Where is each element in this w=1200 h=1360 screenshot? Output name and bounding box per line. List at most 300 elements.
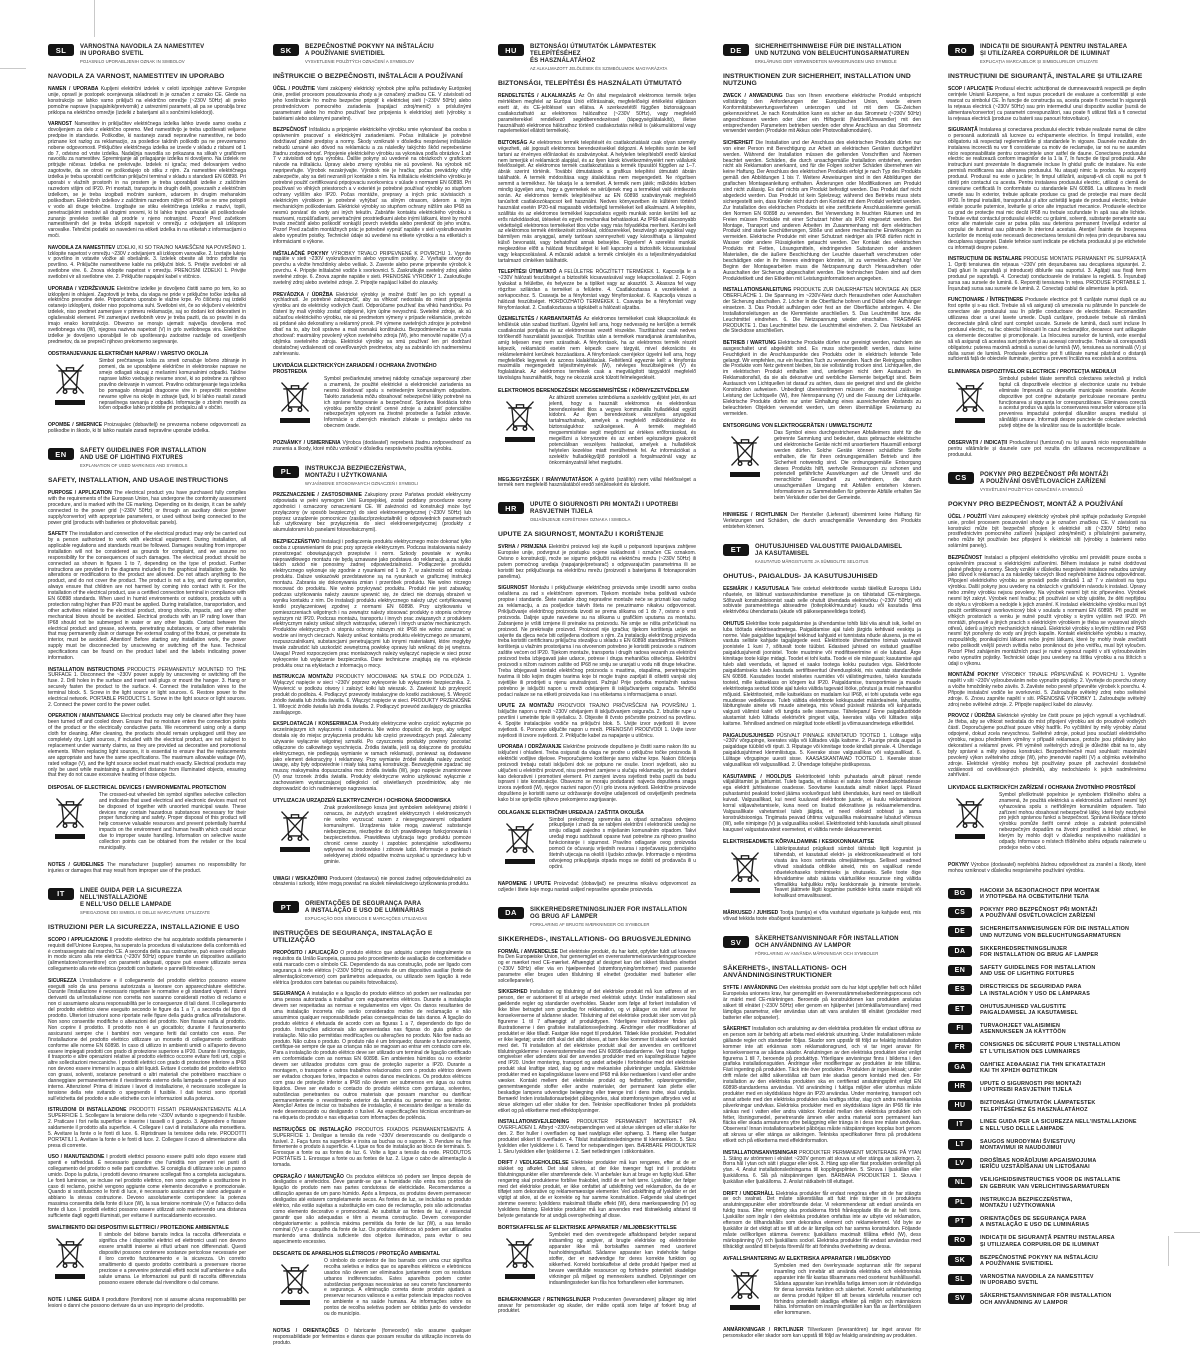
language-badge-sv: SV [723, 936, 749, 948]
section-lead: SIKKERHED [498, 989, 530, 996]
section-lead: HINWEISE / RICHTLINIEN [723, 512, 791, 518]
section-paragraph: MÄRKUSED / JUHISED Tootja (tarnija) ei võta vastutust vigastuste ja kahjude eest, mis võivad tekkida toote ebaõigest kasutamisest. [723, 910, 921, 923]
language-block-hr [498, 502, 696, 893]
block-titles [305, 44, 434, 64]
language-index-title-line: OHUTUSJUHISED VALGUSTITE [980, 1003, 1067, 1010]
language-index-title [980, 926, 1129, 939]
disposal-section-body: Läbikriipsutatud prügikasti sümbol tähistab liigiti kogumist ja tähendab, et kasutatud elektri- ja elektroonikaseadmeid ei tohi visata ära koos sortimata olmejäätmetega. Sellised seadmed võivad sisaldada ohtlikke aineid, mis on vajalikud nende nõuetekohaseks toimimiseks ja ohutuseks. Selle toote õige kõrvaldamine aitab säästa väärtuslikke ressursse ning vältida võimalikku kahjulikku mõju keskkonnale ja inimeste tervisele. Teavet jäätmete liigiti kogumise punktide kohta saate müüjalt või kohalikust omavalitsusest. [774, 846, 921, 900]
language-index-item-lv [948, 1158, 1146, 1171]
section-paragraph: INSTALLATIONSVEJLEDNING PRODUKTER PERMANENT MONTERET PÅ OVERFLADEN 1. Afbryd ~230V-netspændingen ved at skrue sikringen ud eller slukke for den. 2. Bor huller i overfladen og isæt rawlplugs eller ophæng. 3. Hæng eller fastgør produktet sikkert til overfladen. 4. Tilslut installationsledningerne til klemrækken. 5. Skru lyskilden eller lyskilderne i. 6. Tænd for netspændingen igen. BÆRBARE PRODUKTER 1. Skru lyskilden eller lyskilderne i. 2. Sæt netledningen i stikkontakten. [498, 1118, 696, 1155]
weee-bin-icon [498, 1233, 542, 1292]
language-block-pt [273, 901, 471, 1346]
block-title-line2: A POUŽÍVANIE SVIETIDIEL [305, 51, 385, 57]
section-lead: SEGURANÇA [273, 991, 307, 998]
block-subtitle: OBJAŠNJENJE KORIŠTENIH OZNAKA I SIMBOLA [530, 517, 631, 523]
block-title-line2: RASVJETNIH TIJELA [530, 509, 593, 516]
section-lead: DRIFT / VEDLIGEHOLDELSE [498, 1159, 572, 1166]
block-subtitle: AZ ALKALMAZOTT JELÖLÉSEK ÉS SZIMBÓLUMOK MAGYARÁZATA [530, 66, 668, 71]
section-lead: POZNÁMKY / USMERNENIA [273, 440, 343, 447]
section-paragraph: SICHERHEIT Die Installation und der Anschluss des elektrischen Produkts dürfen nur von einer Person mit Berechtigung zur Arbeit an elektrischen Geräten durchgeführt werden. Während der Installation müssen die geltenden Vorschriften und Normen beachtet werden. Schäden, die durch unsachgemäße Installation entstehen, werden nicht als Reklamation anerkannt, und für die Folgen solcher Schäden übernehmen wir keine Haftung. Der Anschluss des elektrischen Produkts erfolgt je nach Typ des Produkts gemäß den Abbildungen 1 bis 7. Weitere Anweisungen sind in den Abbildungen der grafischen Montageanleitung enthalten. Änderungen oder Modifikationen am Produkt sind nicht zulässig. Es darf nichts am Produkt befestigt werden. Das Produkt darf nicht abgedeckt werden. Das Produkt ist kein Spielzeug; während des Betriebs muss stets sichergestellt sein, dass Kinder nicht durch den Kontakt mit dem Produkt verletzt werden. Zur Installation des elektrischen Produkts ist eine zertifizierte Anschlussklemme gemäß den Normen EN 60898 zu verwenden. Bei Verwendung in feuchten Räumen und im Freien müssen Produkte mit einer Schutzart höher als IP20 eingesetzt werden. Bei Montage, Transport und anderen Arbeiten im Zusammenhang mit dem elektrischen Produkt sind starke Erschütterungen, Stöße und andere mechanische Einwirkungen zu vermeiden. Elektrische Produkte mit einer Schutzart niedriger als IP68 dürfen nicht in Wasser oder andere Flüssigkeiten getaucht werden. Der Kontakt des elektrischen Produkts mit Fetten, Lösungsmitteln, eindringenden Substanzen oder anderen Materialien, die die äußere Beschichtung der Leuchte dauerhaft verschmutzen oder beschädigen oder in ihr Inneres eindringen könnten, ist zu vermeiden. Achtung! Vor Beginn der Montagearbeiten muss die Netzspannung durch Herausdrehen oder Ausschalten der Sicherung abgeschaltet werden. Die technischen Daten sind auf dem Produktetikett und den Etiketten mit Leistungsinformationen angegeben. [723, 139, 921, 282]
block-title-line2: UND NUTZUNG VON BELEUCHTUNGSARMATUREN [755, 51, 910, 57]
block-title-line2: ȘI UTILIZAREA CORPURILOR DE ILUMINAT [980, 51, 1111, 57]
language-index-title-line: ΟΔΗΓΙΕΣ ΑΣΦΑΛΕΙΑΣ ΓΙΑ ΤΗΝ ΕΓΚΑΤΑΣΤΑΣΗ [980, 1061, 1106, 1068]
language-index-title-line: BEZPEČNOSTNÉ POKYNY NA INŠTALÁCIU [980, 1254, 1098, 1261]
section-lead: FUNCȚIONARE / ÎNTREȚINERE [948, 297, 1026, 304]
section-lead: NAPOMENE / UPUTE [498, 880, 554, 887]
section-paragraph: BIZTONSÁG Az elektromos termék telepítését és csatlakoztatását csak olyan személy végezheti, aki jogosult elektromos berendezésekkel dolgozni. A telepítés során be kell tartani az érvényes előírásokat és szabványokat. A helytelen telepítésből eredő károkat nem ismerjük el reklamáció alapjául, és az ilyen károk következményeiért nem vállalunk felelősséget. Az elektromos termék csatlakoztatása a termék típusától függően az 1–7. ábrák szerint történik. További útmutatások a grafikus telepítési útmutató ábráin találhatók. A termék módosítása vagy átalakítása nem megengedett. Ne rögzítsen semmit a termékhez. Ne takarja le a terméket. A termék nem játék; működés közben mindig ügyeljen arra, hogy a gyermekek ne sérüljenek meg a termékkel való érintkezés során. Az elektromos termék telepítéséhez az EN 60898 szabványnak megfelelő tanúsított csatlakozókapcsot kell használni. Nedves környezetben és kültéren történő használat esetén IP20-nál magasabb védettségű termékeket kell alkalmazni. A telepítés, szállítás és az elektromos termékkel kapcsolatos egyéb munkák során kerülni kell az erős rázkódásokat, ütéseket és egyéb mechanikai behatásokat. Az IP68-nál alacsonyabb védettségű elektromos termékeket tilos vízbe vagy más folyadékba meríteni. Kerülni kell az elektromos termék érintkezését zsírokkal, oldószerekkel, beszivárgó anyagokkal vagy bármilyen más anyaggal, amely tartósan szennyezheti vagy károsíthatja a lámpatest külső bevonatát, vagy behatolhat annak belsejébe. Figyelem! A szerelési munkák megkezdése előtt a hálózati feszültséget ki kell kapcsolni a biztosíték kicsavarásával vagy lekapcsolásával. A műszaki adatok a termék címkéjén és a teljesítményadatokat tartalmazó címkéken találhatók. [498, 139, 696, 264]
section-paragraph: OPERATION / MAINTENANCE Electrical products may only be cleaned after they have been turned off and cooled down. Ensure that no moisture enters the connection points of the product or the electrically conductive parts. We recommend using only a damp cloth for cleaning. After cleaning, the products should remain unplugged until they are completely dry. Light sources, if included with the electrical product, are not subject to replacement under warranty claims, as they are provided as decorative and promotional elements. When replacing light sources, it is essential to ensure that the replacements are appropriate and have the same specifications. The maximum allowable wattage (W), rated voltage (V), and the light source socket must match exactly. Electrical products may only be used while maintaining a sufficient distance from illuminated objects, ensuring that they do not cause excessive heating of those objects. [48, 713, 246, 779]
section-paragraph: OBSERVAȚII / INDICAȚII Producătorul (furnizorul) nu își asumă nicio responsabilitate pentru vătămările și daunele care pot rezulta din utilizarea necorespunzătoare a produsului. [948, 440, 1146, 458]
section-paragraph: SYFTE / ANVÄNDNING Den elektriska produkt som du har köpt uppfyller helt och hållet Europeiska unionens krav, har genomgått en överensstämmelsebedömningsprocess och är märkt med CE-märkningen. Beroende på konstruktionen kan produkten anslutas säkert till elnätet (~230V 50Hz) eller genom en hjälpenhet (strömkälla/omvandlare) med lämpliga parametrar, eller användas utan att vara ansluten till elnätet (produkter med batterier eller solpaneler). [723, 985, 921, 1021]
language-index-item-fr [948, 1042, 1146, 1055]
section-lead: INŠTALAČNÉ POKYNY [273, 250, 331, 257]
block-title-line2: JA KASUTAMISEL [755, 550, 810, 557]
language-index-title-line: EN GEBRUIK VAN VERLICHTINGSARMATUREN [980, 1183, 1110, 1190]
language-index-title-line: IN UPORABO SVETIL [980, 1280, 1039, 1287]
section-paragraph: UPUTE ZA MONTAŽU PROIZVODI TRAJNO PRIČVRŠĆENI NA POVRŠINU 1. Isključite napon u mreži ~230V odvijanjem ili isključivanjem osigurača. 2. Izbušite rupe u površini i umetnite tiple ili vješalicu. 3. Objesite ili čvrsto pričvrstite proizvod na površinu. 4. Spojite instalacijske vodiče na priključni blok. 5. Uvijte izvor svjetlosti ili izvore svjetlosti. 6. Ponovno uključite napon u mreži. PRENOSIVI PROIZVODI 1. Uvijte izvor svjetlosti ili izvore svjetlosti. 2. Priključite kabel za napajanje u utičnicu. [498, 703, 696, 739]
block-title-line2: OG BRUG AF LAMPER [530, 913, 598, 920]
weee-bin-icon [273, 377, 317, 436]
language-index-badge-en: EN [948, 965, 972, 976]
language-index-title-line: VEILIGHEIDSINSTRUCTIES VOOR DE INSTALLATIE [980, 1177, 1121, 1184]
language-index-title [980, 1293, 1111, 1306]
section-lead: USO / MANUTENZIONE [48, 1154, 107, 1160]
section-paragraph: ÜZEMELTETÉS / KARBANTARTÁS Az elektromos termékeket csak kikapcsolásuk és lehűlésük után szabad tisztítani. Ügyelni kell arra, hogy nedvesség ne kerüljön a termék csatlakozási pontjaiba és az elektromosan vezető részekbe. Tisztításhoz csak nedves törlőkendő használatát javasoljuk. Tisztítás után a termékek maradjanak áramtalanítva, amíg teljesen meg nem száradnak. A fényforrások, ha az elektromos termék részét képezik, reklamáció esetén nem képezik csere tárgyát, mivel dekorációs és reklámelemként kerülnek hozzáadásra. A fényforrások cseréjekor ügyelni kell arra, hogy megfelelőek legyenek és azonos kialakításúak. Feltétlenül egyeznie kell: a fényforrás maximális megengedett teljesítményének (W), névleges feszültségének (V) és foglalatának. Az elektromos termékek csak a megvilágított tárgyaktól megfelelő távolságra használhatók, hogy ne okozzák azok túlzott felmelegedését. [498, 316, 696, 382]
section-paragraph: ÚČEL / POUŽITIE Vami zakúpený elektrický výrobok plne spĺňa požiadavky Európskej únie, prešiel procesom posudzovania zhody a je označený značkou CE. V závislosti od jeho konštrukcie ho možno bezpečne pripojiť k elektrickej sieti (~230V 50Hz) alebo prostredníctvom pomocného zariadenia (napájací zdroj/menič) s príslušnými parametrami alebo ho možno používať bez pripojenia k elektrickej sieti (výrobky s batériami alebo solárnymi panelmi). [273, 86, 471, 122]
weee-bar-icon [280, 847, 310, 852]
section-paragraph: OPOMBE / SMERNICE Proizvajalec (dobavitelj) ne prevzema nobene odgovornosti za poškodbe in škodo, ki bi lahko nastale zaradi nepravilne uporabe izdelka. [48, 422, 246, 435]
language-block-da [498, 907, 696, 1316]
language-index-title [980, 1004, 1078, 1017]
language-index-badge-bg: BG [948, 888, 972, 899]
block-titles [305, 466, 418, 486]
block-title-line1: INSTRUKCJA BEZPIECZEŃSTWA, [305, 465, 407, 472]
section-lead: INSTRUKCJA MONTAŻU [273, 674, 337, 681]
section-paragraph: FUNCȚIONARE / ÎNTREȚINERE Produsele electrice pot fi curățate numai după ce au fost oprite și s-au răcit. Trebuie să vă asigurați că umezeala nu pătrunde în punctele de conectare ale produsului sau în părțile conductoare de electricitate. Recomandăm utilizarea doar a unei lavete umede. După curățare, produsele trebuie să rămână deconectate până când sunt complet uscate. Sursele de lumină, dacă sunt incluse în produsul electric, nu fac obiectul înlocuirii în cazul reclamațiilor, deoarece sunt adăugate ca elemente decorative și promoționale. La înlocuirea surselor de lumină, este esențial să vă asigurați că acestea sunt potrivite și au aceeași construcție. Trebuie să corespundă obligatoriu: puterea maximă admisă a sursei de lumină (W), tensiunea sa nominală (V) și dulia sursei de lumină. Produsele electrice pot fi utilizate numai păstrând o distanță suficientă față de obiectele iluminate, pentru a preveni încălzirea excesivă a acestora. [948, 297, 1146, 363]
section-lead: UPORABA / ODRŽAVANJE [498, 743, 564, 750]
language-index-title-line: BIZTONSÁGI ÚTMUTATÓK LÁMPATESTEK [980, 1100, 1096, 1107]
language-badge-hr: HR [498, 502, 524, 514]
column-2 [273, 44, 471, 1360]
language-index-title [980, 965, 1096, 978]
section-paragraph: SVRHA / PRIMJENA Električni proizvod koji ste kupili u potpunosti ispunjava zahtjeve Europske unije, podvrgnut je postupku ocjene sukladnosti i označen CE oznakom. Ovisno o konstrukciji, može se sigurno priključiti na električnu mrežu (~230V 50Hz) ili putem pomoćnog uređaja (napajanje/pretvarač) s odgovarajućim parametrima ili se koristiti bez priključivanja na električnu mrežu (proizvodi s baterijama ili fotonaponskim panelima). [498, 544, 697, 580]
language-index-badge-et: ET [948, 1004, 972, 1015]
block-header [948, 472, 1146, 492]
language-block-sl [48, 44, 246, 435]
language-index-title [980, 1216, 1089, 1229]
section-paragraph: POZNÁMKY / USMERNENIA Výrobca (dodávateľ) nepreberá žiadnu zodpovednosť za zranenia a škody, ktoré môžu vzniknúť v dôsledku nesprávneho použitia výrobku. [273, 440, 471, 453]
section-paragraph: INSTALLATION INSTRUCTIONS PRODUCTS PERMANENTLY MOUNTED TO THE SURFACE 1. Disconnect the ~230V power supply by unscrewing or switching off the fuse. 2. Drill holes in the surface and insert wall plugs or mount the hanger. 3. Hang or securely fasten the product to the surface. 4. Connect the installation wires to the terminal block. 5. Screw in the light source or light sources. 6. Restore power to the electrical network. PORTABLE PRODUCTS 1. Screw in the light source or light sources. 2. Connect the power cord to the power outlet. [48, 666, 246, 708]
section-paragraph: INSTRUKCJA MONTAŻU PRODUKTY MOCOWANE NA STALE DO PODŁOŻA 1. Wyłączyć napięcie w sieci ~230V poprzez wykręcenie lub wyłączenie bezpiecznika. 2. Wywiercić w podłożu otwory i założyć kołki lub wieszak. 3. Zawiesić lub przykręcić produkt do podłoża. 4. Podłączyć przewody instalacyjne do kostki zaciskowej. 5. Wkręcić źródło światła lub źródła światła. 6. Włączyć napięcie w sieci. PRODUKTY PRZENOŚNE 1. Wkręcić źródło światła lub źródła światła. 2. Podłączyć przewód zasilający do gniazdka zasilającego. [273, 674, 471, 716]
disposal-section-lead: LIKVIDÁCIA ELEKTRICKÝCH ZARIADENÍ / OCHRANA ŽIVOTNÉHO PROSTREDIA [273, 362, 437, 375]
section-paragraph: SEGURANÇA A instalação e a ligação do produto elétrico só podem ser realizadas por uma pessoa autorizada a trabalhar com equipamentos elétricos. Durante a instalação devem ser respeitadas as normas e regulamentos em vigor. Os danos resultantes de uma instalação incorreta não serão considerados motivo de reclamação e não assumimos qualquer responsabilidade pelas consequências de tais danos. A ligação do produto elétrico é efetuada de acordo com as figuras 1 a 7, dependendo do tipo de produto. Instruções adicionais são apresentadas nas figuras do guia gráfico de instalação. Não são permitidas modificações ou alterações no produto. Não fixe nada ao produto. Não cubra o produto. O produto não é um brinquedo; durante o funcionamento, certifique-se sempre de que as crianças não se magoam ao entrar em contacto com ele. Para a instalação do produto elétrico deve ser utilizado um terminal de ligação certificado em conformidade com as normas EN 60898. Em ambientes húmidos ou no exterior devem ser utilizados produtos com grau de proteção superior a IP20. Durante a montagem, o transporte e outros trabalhos relacionados com o produto elétrico devem ser evitados choques fortes, impactos e outros danos mecânicos. Os produtos elétricos com grau de proteção inferior a IP68 não devem ser submersos em água ou outros líquidos. Deve ser evitado o contacto do produto elétrico com gorduras, solventes, substâncias penetrantes ou outros materiais que possam manchar ou danificar permanentemente o revestimento exterior da luminária ou penetrar no seu interior. Atenção! Antes de iniciar os trabalhos de instalação, é necessário desligar a tensão da rede desenroscando ou desligando o fusível. As especificações técnicas encontram-se na etiqueta do produto e nas etiquetas com informações de potência. [273, 991, 471, 1122]
language-index-badge-sv: SV [948, 1293, 972, 1304]
language-index-title-line: MONTAVIMUI IR NAUDOJIMUI [980, 1145, 1062, 1152]
section-lead: SICHERHEIT [723, 139, 756, 146]
section-paragraph: DRIFT / UNDERHÅLL Elektriska produkter får endast rengöras efter att de har stängts av och svalnat. Det måste säkerställas att fukt inte tränger in i produktens anslutningspunkter eller strömförande delar. Vi rekommenderar att endast använda en fuktig trasa. Efter rengöring ska produkterna förbli frånkopplade tills de är helt torra. Ljuskällor som ingår i den elektriska produkten omfattas inte av utbyte vid reklamation, eftersom de tillhandahålls som dekorativa element och reklamelement. Vid byte av ljuskällor är det viktigt att se till att de är lämpliga och har samma konstruktion. Följande måste ovillkorligen stämma överens: ljuskällans maximalt tillåtna effekt (W), dess märkspänning (V) och ljuskällans sockel. Elektriska produkter får endast användas med tillräckligt avstånd till belysta föremål för att förhindra överhettning av dessa. [723, 1190, 922, 1250]
block-title-line1: INDICAȚII DE SIGURANȚĂ PENTRU INSTALAREA [980, 44, 1128, 50]
block-title-line1: LINEE GUIDA PER LA SICUREZZA NELL'INSTALLAZIONE [80, 887, 182, 901]
block-header [273, 901, 471, 921]
language-index-badge-ga: GA [948, 1062, 972, 1073]
language-index-badge-lv: LV [948, 1158, 972, 1169]
language-index-title-line: OCH ANVÄNDNING AV LAMPOR [980, 1299, 1068, 1306]
section-paragraph: SCOPO / APPLICAZIONE Il prodotto elettrico che hai acquistato soddisfa pienamente i requisiti dell'Unione Europea, ha superato la procedura di valutazione della conformità ed è contrassegnato dal marchio CE. A seconda della sua costruzione, può essere collegato in modo sicuro alla rete elettrica (~230V 50Hz) oppure tramite un dispositivo ausiliario (alimentatore/convertitore) con parametri adeguati, oppure può essere utilizzato senza collegamento alla rete elettrica (prodotti con batterie o pannelli fotovoltaici). [48, 936, 247, 973]
section-lead: MÄRKUSED / JUHISED [723, 910, 780, 917]
section-heading: ISTRUZIONI PER LA SICUREZZA, INSTALLAZIONE E USO [48, 923, 240, 931]
disposal-row [273, 377, 471, 436]
block-subtitle: KASUTATUD MÄRGISTUSTE JA SÜMBOLITE SELGITUS [755, 558, 869, 564]
language-index-title-line: SAFETY GUIDELINES FOR INSTALLATION [980, 964, 1096, 971]
section-lead: INSTALLATIONSANLEITUNG [723, 287, 794, 294]
language-index-item-nl [948, 1177, 1146, 1190]
block-header [273, 44, 471, 64]
language-index-title-line: DIRECTRICES DE SEGURIDAD PARA [980, 984, 1082, 991]
weee-bar-icon [730, 888, 760, 893]
block-title-line1: BIZTONSÁGI ÚTMUTATÓK LÁMPATESTEK TELEPÍTÉSÉHEZ [530, 44, 657, 57]
language-index-title-line: MONTAŻU I UŻYTKOWANIA [980, 1203, 1056, 1210]
language-index-title [980, 907, 1097, 920]
section-paragraph: BEZPEČNOSŤ Inštaláciu a pripojenie elektrického výrobku smie vykonávať iba osoba s oprávnením pracovať s elektrickými zariadeniami. Počas inštalácie je potrebné dodržiavať platné predpisy a normy. Škody vzniknuté v dôsledku nesprávnej inštalácie nebudú uznané ako dôvod na reklamáciu a za následky takýchto škôd nepreberáme žiadnu zodpovednosť. Pripojenie elektrického výrobku sa vykonáva podľa obrázkov 1 až 7 v závislosti od typu výrobku. Ďalšie pokyny sú uvedené na obrázkoch v grafickom návode na inštaláciu. Úpravy alebo zmeny výrobku nie sú povolené. Na výrobok nič nepripevňujte. Výrobok nezakrývajte. Výrobok nie je hračka; počas prevádzky vždy zabezpečte, aby sa deti nezranili pri kontakte s ním. Na inštaláciu elektrického výrobku je potrebné použiť certifikovanú pripojovaciu svorkovnicu v súlade s normami EN 60898. Pri používaní vo vlhkých priestoroch a v exteriéri je potrebné používať výrobky so stupňom ochrany vyšším ako IP20. Počas montáže, prepravy a iných prác súvisiacich s elektrickým výrobkom je potrebné vyhýbať sa silným otrasom, úderom a iným mechanickým poškodeniam. Elektrické výrobky so stupňom ochrany nižším ako IP68 sa nesmú ponárať do vody ani iných tekutín. Zabráňte kontaktu elektrického výrobku s mazivami, rozpúšťadlami, penetračnými prostriedkami alebo inými látkami, ktoré by mohli trvalo znečistiť alebo poškodiť vonkajší povrch svietidla alebo preniknúť do jeho vnútra. Pozor! Pred začatím montážnych prác je potrebné vypnúť napätie v sieti vyskrutkovaním alebo vypnutím poistky. Technické údaje sú uvedené na etikete výrobku a na etiketách s informáciami o výkone. [273, 126, 471, 246]
section-paragraph: PROVOZ / ÚDRŽBA Elektrické výrobky lze čistit pouze po jejich vypnutí a vychladnutí. Je třeba, aby se vlhkost nedostala do míst připojení výrobku ani do proudově vodivých částí. Doporučujeme používat pouze vlhký hadřík. Po vyčištění by měly výrobky zůstat odpojené, dokud zcela nevyschnou. Světelné zdroje, pokud jsou součástí elektrického výrobku, nejsou předmětem výměny v případě reklamace, protože jsou přidávány jako dekorativní a reklamní prvek. Při výměně světelných zdrojů je důležité dbát na to, aby byly správné a měly stejnou konstrukci. Bezpodmínečně musí souhlasit: maximální povolený výkon světelného zdroje (W), jeho jmenovité napětí (V) a objímka světelného zdroje. Elektrické výrobky mohou být používány pouze při zachování dostatečné vzdálenosti od osvětlovaných předmětů, aby nedocházelo k jejich nadměrnému zahřívání. [948, 713, 1146, 779]
disposal-section-body: Symbol prečiarknutej smetnej nádoby označuje separovaný zber a znamená, že použité elektrické a elektronické zariadenia sa nesmú likvidovať spolu s netriedeným komunálnym odpadom. Takéto zariadenia môžu obsahovať nebezpečné látky potrebné na ich správne fungovanie a bezpečnosť. Správna likvidácia tohto výrobku pomôže chrániť cenné zdroje a zabrániť potenciálne nebezpečným vplyvom na životné prostredie a ľudské zdravie. Informácie o zberných miestach získate u predajcu alebo na obecnom úrade. [324, 375, 471, 430]
weee-bin-icon [723, 431, 767, 507]
language-index-title-line: TURVAOHJEET VALAISIMIEN [980, 1022, 1061, 1029]
language-index-item-pt [948, 1216, 1146, 1229]
language-block-et [723, 544, 921, 923]
section-paragraph: SCOP / APLICAȚIE Produsul electric achiziționat de dumneavoastră respectă pe deplin cerințele Uniunii Europene, a fost supus procedurii de evaluare a conformității și este marcat cu simbolul CE. În funcție de construcția sa, acesta poate fi conectat în siguranță la rețeaua electrică (~230V 50Hz) sau prin intermediul unui dispozitiv auxiliar (sursă de alimentare/convertor) cu parametri corespunzători, sau poate fi utilizat fără a fi conectat la rețeaua electrică (produse cu baterii sau panouri fotovoltaice). [948, 86, 1147, 122]
section-lead: OHUTUS [723, 620, 746, 627]
column-3 [498, 44, 696, 1360]
section-heading: INSTRUKTIONEN ZUR SICHERHEIT, INSTALLATION UND NUTZUNG [723, 73, 911, 87]
section-heading: SÄKERHETS-, INSTALLATIONS- OCH ANVÄNDNINGSINSTRUKTIONER [723, 965, 847, 980]
section-paragraph: TELEPÍTÉSI ÚTMUTATÓ A FELÜLETRE RÖGZÍTETT TERMÉKEK 1. Kapcsolja le a ~230V hálózati feszültséget a biztosíték kicsavarásával vagy lekapcsolásával. 2. Fúrjon lyukakat a felületbe, és helyezze be a tipliket vagy az akasztót. 3. Akassza fel vagy rögzítse szilárdan a terméket a felületre. 4. Csatlakoztassa a vezetékeket a sorkapocshoz. 5. Csavarja be a fényforrást vagy fényforrásokat. 6. Kapcsolja vissza a hálózati feszültséget. HORDOZHATÓ TERMÉKEK 1. Csavarja be a fényforrást vagy fényforrásokat. 2. Csatlakoztassa a tápkábelt a hálózati aljzatba. [498, 269, 697, 311]
language-index-title-line: E NELL'USO DELLE LAMPADE [980, 1125, 1064, 1132]
block-title-line2: ÉS HASZNÁLATÁHOZ [530, 58, 596, 64]
language-index-title-line: I UPOTREBI RASVJETNIH TIJELA [980, 1087, 1073, 1094]
section-paragraph: ÚČEL / POUŽITÍ Vámi zakoupený elektrický výrobek plně splňuje požadavky Evropské unie, prošel procesem posuzování shody a je označen značkou CE. V závislosti na konstrukci může být bezpečně připojen k elektrické síti (~230V 50Hz) nebo prostřednictvím pomocného zařízení (napájecí zdroj/měnič) s příslušnými parametry, nebo může být používán bez připojení k elektrické síti (výrobky s bateriemi nebo solárními panely). [948, 513, 1146, 550]
block-titles [530, 502, 678, 522]
language-index-title-line: ET L'UTILISATION DES LUMINAIRES [980, 1048, 1081, 1055]
disposal-row [48, 1233, 246, 1292]
language-index-title-line: SÄKERHETSANVISNINGAR FÖR INSTALLATION [980, 1293, 1112, 1300]
language-index-title-line: CONSIGNES DE SÉCURITÉ POUR L'INSTALLATION [980, 1042, 1121, 1049]
section-lead: KASUTAMINE / HOOLDUS [723, 773, 796, 780]
disposal-row [273, 806, 471, 871]
section-paragraph: INSTRUCȚIUNI DE INSTALARE PRODUSE MONTATE PERMANENT PE SUPRAFAȚĂ 1. Opriți tensiunea din rețeaua ~230V prin deșurubarea sau decuplarea siguranței. 2. Dați găuri în suprafață și introduceți diblurile sau suportul. 3. Agățați sau fixați ferm produsul pe suprafață. 4. Conectați conductoarele de instalare la regletă. 5. Înșurubați sursa sau sursele de lumină. 6. Reporniți tensiunea în rețea. PRODUSE PORTABILE 1. Înșurubați sursa sau sursele de lumină. 2. Conectați cablul de alimentare la priză. [948, 256, 1146, 292]
section-paragraph: HINWEISE / RICHTLINIEN Der Hersteller (Lieferant) übernimmt keine Haftung für Verletzungen und Schäden, die durch unsachgemäße Verwendung des Produkts entstehen können. [723, 512, 921, 530]
section-lead: SÄKERHET [723, 1025, 753, 1032]
section-lead: RENDELTETÉS / ALKALMAZÁS [498, 93, 579, 99]
section-lead: UPORABA / VZDRŽEVANJE [48, 285, 117, 292]
disposal-section-lead: ODLAGANJE ELEKTRIČNIH UREĐAJA / ZAŠTITA OKOLIŠA [498, 809, 644, 816]
language-index-badge-fi: FI [948, 1023, 972, 1034]
section-lead: INSTRUÇÕES DE INSTALAÇÃO [273, 1126, 356, 1133]
section-lead: INSTALLATIONSVEJLEDNING [498, 1118, 577, 1125]
block-header [48, 44, 246, 64]
block-titles [80, 44, 204, 64]
disposal-section-lead: DESCARTE DE APARELHOS ELÉTRICOS / PROTEÇÃO AMBIENTAL [273, 1250, 440, 1257]
section-paragraph: BEZPEČNOST Instalaci a připojení elektrického výrobku smí provádět pouze osoba s oprávněním pracovat s elektrickými zařízeními. Během instalace je nutné dodržovat platné předpisy a normy. Škody vzniklé v důsledku nesprávné instalace nebudou uznány jako důvod k reklamaci a za následky takových škod nepřebíráme žádnou odpovědnost. Připojení elektrického výrobku se provádí podle obrázků 1 až 7 v závislosti na typu výrobku. Další pokyny jsou uvedeny na obrázcích v grafickém návodu k instalaci. Úpravy nebo změny výrobku nejsou povoleny. Na výrobek nesmí být nic připevněno. Výrobek nesmí být zakryt. Výrobek není hračka; při používání se vždy ujistěte, že děti nepřijdou do styku s výrobkem a nedojde k jejich zranění. K instalaci elektrického výrobku musí být použit certifikovaný svorkovnicový blok v souladu s normami EN 60898. Při použití ve vlhkých prostorách a venku je nutné použít výrobky s krytím vyšším než IP20. Při montáži, přepravě a jiných pracích s elektrickým výrobkem je třeba se vyvarovat silných otřesů, úderů a jiných mechanických nárazů. Elektrické výrobky s krytím nižším než IP68 nesmí být ponořeny do vody ani jiných kapalin. Kontakt elektrického výrobku s mazivy, rozpouštědly, pronikajícími látkami nebo jinými látkami, které by mohly trvale znečistit nebo poškodit vnější povrch svítidla nebo proniknout do jeho vnitřku, musí být vyloučen. Pozor! Před zahájením montážních prací je nutné vypnout napětí v síti vyšroubováním nebo vypnutím pojistky. Technické údaje jsou uvedeny na štítku výrobku a na štítcích s údaji o výkonu. [948, 554, 1146, 667]
weee-bar-icon [730, 1305, 760, 1310]
language-block-en [48, 448, 246, 875]
block-header [723, 936, 921, 956]
section-lead: FORMÅL / ANVENDELSE [498, 948, 560, 955]
block-subtitle: SPIEGAZIONE DEI SIMBOLI E DELLE MARCATURE UTILIZZATE [80, 909, 210, 915]
section-paragraph: MONTÁŽNÍ POKYNY VÝROBKY TRVALE PŘIPEVNĚNÉ K POVRCHU 1. Vypněte napětí v síti ~230V vyšroubováním nebo vypnutím pojistky. 2. Vyvrtejte do povrchu otvory a vložte hmoždinky nebo závěs. 3. Zavěste nebo pevně připevněte výrobek k povrchu. 4. Připojte instalační vodiče ke svorkovnici. 5. Zašroubujte světelný zdroj nebo světelné zdroje. 6. Znovu zapněte napětí v síti. PŘENOSNÉ VÝROBKY 1. Zašroubujte světelný zdroj nebo světelné zdroje. 2. Připojte napájecí kabel do zásuvky. [948, 672, 1146, 708]
section-paragraph: POKYNY Výrobce (dodavatel) nepřebírá žádnou odpovědnost za zranění a škody, které mohou vzniknout v důsledku nesprávného používání výrobku. [948, 861, 1146, 874]
section-lead: BEZPEČNOSŤ [273, 126, 309, 133]
disposal-section-body: Az áthúzott szemetes szimbóluma a szelektív gyűjtést jelzi, és azt jelenti, hogy a használt elektromos és elektronikus berendezéseket tilos a vegyes kommunális hulladékkal együtt kidobni. Az ilyen berendezések veszélyes anyagokat tartalmazhatnak, amelyek a megfelelő működésükhöz és biztonságukhoz szükségesek. A termék megfelelő megsemmisítése segít megőrizni az értékes erőforrásokat, és megelőzni a környezetre és az emberi egészségre gyakorolt potenciálisan veszélyes hatásokat, amelyek a hulladékok helytelen kezelése miatt merülhetnek fel. Az információkat a szelektív hulladékgyűjtő pontokról a forgalmazónál vagy az önkormányzatnál lehet megtudni. [549, 394, 696, 466]
language-index-item-en [948, 965, 1146, 978]
section-paragraph: ZWECK / ANWENDUNG Das von Ihnen erworbene elektrische Produkt entspricht vollständig den Anforderungen der Europäischen Union, wurde einem Konformitätsbewertungsverfahren unterzogen und ist mit dem CE-Zeichen gekennzeichnet. Je nach Konstruktion kann es sicher an das Stromnetz (~230V 50Hz) angeschlossen werden oder über ein Hilfsgerät (Netzteil/Umwandler) mit den entsprechenden Parametern betrieben werden oder ohne Anschluss an das Stromnetz verwendet werden (Produkte mit Akkus oder Photovoltaikmodulen). [723, 93, 921, 135]
section-lead: NOTE / LINEE GUIDA [48, 1296, 102, 1303]
section-lead: UPUTE ZA MONTAŽU [498, 703, 558, 710]
disposal-row [948, 377, 1146, 436]
disposal-section-lead: ELIMINAREA DISPOZITIVELOR ELECTRICE / PROTECȚIA MEDIULUI [948, 368, 1117, 375]
disposal-section-body: Simbol prečrtanega koša za smeti označuje ločeno zbiranje in pomeni, da se uporabljene električne in elektronske naprave ne smejo odlagati skupaj z mešanimi komunalnimi odpadki. Takšne naprave lahko vsebujejo nevarne snovi, ki so potrebne za njihovo pravilno delovanje in varnost. Pravilno odstranjevanje tega izdelka bo pomagalo ohranjati dragocene vire in preprečiti morebitne nevarne vplive na okolje in zdravje ljudi, ki bi lahko nastali zaradi nepravilnega ravnanja z odpadki. Informacije o zbirnih mestih za ločen odpadke lahko pridobite pri prodajalcu ali v občini. [99, 358, 246, 412]
language-index-title [980, 1197, 1072, 1210]
weee-bar-icon [505, 1274, 535, 1279]
language-index-title [980, 1274, 1094, 1287]
language-index-title-line: SAUGOS NURODYMAI ŠVIESTUVŲ [980, 1138, 1076, 1145]
section-paragraph: NAPOMENE / UPUTE Proizvođač (dobavljač) ne preuzima nikakvu odgovornost za ozljede i štete koje mogu nastati uslijed nepravilne uporabe proizvoda. [498, 880, 696, 893]
disposal-section-lead: SMALTIMENTO DEI DISPOSITIVI ELETTRICI / PROTEZIONE AMBIENTALE [48, 1225, 229, 1232]
disposal-section-lead: ODSTRANJEVANJE ELEKTRIČNIH NAPRAV / VARSTVO OKOLJA [48, 351, 209, 358]
section-lead: NAVODILA ZA NAMESTITEV [48, 244, 117, 251]
section-lead: NOTES / GUIDELINES [48, 861, 108, 868]
block-title-line1: SAFETY GUIDELINES FOR INSTALLATION [80, 448, 207, 455]
crop-mark [1168, 1236, 1169, 1266]
block-title-line2: IN UPORABO SVETIL [80, 51, 144, 57]
section-lead: INSTALLATION INSTRUCTIONS [48, 666, 128, 673]
language-index-title [980, 1062, 1106, 1075]
section-lead: SIGURANȚĂ [948, 126, 980, 133]
language-badge-sl: SL [48, 44, 74, 56]
block-titles [305, 901, 427, 921]
language-index-item-hr [948, 1081, 1146, 1094]
language-badge-pt: PT [273, 901, 299, 913]
section-paragraph: ISTRUZIONI DI INSTALLAZIONE PRODOTTI FISSATI PERMANENTEMENTE ALLA SUPERFICIE 1. Scollegare la tensione della rete ~230V svitando o spegnendo il fusibile. 2. Praticare i fori nella superficie e inserire i tasselli o il gancio. 3. Appendere o fissare saldamente il prodotto alla superficie. 4. Collegare i cavi di installazione alla morsettiera. 5. Avvitare la fonte o le fonti di luce. 6. Ripristinare la tensione della rete. PRODOTTI PORTATILI 1. Avvitare la fonte o le fonti di luce. 2. Collegare il cavo di alimentazione alla presa di corrente. [48, 1107, 246, 1149]
language-index-item-et [948, 1004, 1146, 1017]
section-paragraph: SIGURNOST Montažu i priključivanje električnog proizvoda smije izvoditi samo osoba ovlaštena za rad s električnom opremom. Tijekom montaže treba poštivati važeće propise i standarde. Štete nastale zbog nepravilne montaže neće se priznati kao razlog za reklamaciju, a za posljedice takvih šteta ne preuzimamo nikakvu odgovornost. Priključivanje električnog proizvoda izvodi se prema slikama od 1 do 7, ovisno o vrsti proizvoda. Daljnje upute navedene su na slikama u grafičkim uputama za montažu. Zabranjeno je vršiti izmjene ili preinake na proizvodu. Ne smije se ništa pričvršćivati na proizvod. Ne prekrivajte proizvod. Proizvod nije igračka; tijekom korištenja uvijek se uvjerite da djeca neće biti ozlijeđena dodirom s njim. Za instalaciju električnog proizvoda treba koristiti certificiranu priključnu stezaljku u skladu s EN 60898 standardima. Prilikom korištenja u vlažnim prostorijama i na otvorenom potrebno je koristiti proizvode s razinom zaštite većom od IP20. Tijekom montaže, transporta i drugih radova vezanih za električni proizvod treba izbjegavati jake udarce, potrese i druga mehanička oštećenja. Električni proizvodi s nižom razinom zaštite od IP68 ne smiju se uranjati u vodu niti druge tekućine. Treba izbjegavati kontakt električnog proizvoda s mastima, otapalima, penetrirajućim tvarima ili bilo kojim drugim tvarima koje bi mogle trajno zaprljati ili oštetiti vanjski sloj svjetiljke ili prodrijeti u njenu unutrašnjost. Pažnja! Prije početka montažnih radova potrebno je isključiti napon u mreži odvijanjem ili isključivanjem osigurača. Tehnički podaci nalaze se na etiketi proizvoda kao i na etiketama s informacijama o snazi. [498, 585, 696, 698]
section-lead: OPERAÇÃO / MANUTENÇÃO [273, 1173, 347, 1180]
language-badge-de: DE [723, 44, 749, 56]
section-paragraph: PRZEZNACZENIE / ZASTOSOWANIE Zakupiony przez Państwa produkt elektryczny odpowiada w pełni wymogom Unii Europejskiej, został poddany procedurze oceny zgodności i oznaczony oznaczeniami CE. W zależności od konstrukcji może być przyłączony (w sposób bezpieczny) do sieci elektroenergetycznej (~230V 50Hz) lub poprzez urządzenie pomocnicze (zasilacz/przekształtnik) o odpowiednich parametrach lub użytkowany bez przyłączenia do sieci elektroenergetycznej (produkty z akumulatorami lub panelami fotowoltaicznymi). [273, 491, 471, 534]
language-index-item-hu [948, 1100, 1146, 1113]
language-index-title-line: VARNOSTNA NAVODILA ZA NAMESTITEV [980, 1273, 1094, 1280]
language-index-title-line: НАСОКИ ЗА БЕЗОПАСНОСТ ПРИ МОНТАЖ [980, 887, 1100, 894]
block-titles [755, 936, 899, 956]
block-title-line1: SIKKERHEDSRETNINGSLINJER FOR INSTALLATION [530, 906, 687, 913]
weee-bar-icon [55, 834, 85, 839]
section-heading: SIKKERHEDS-, INSTALLATIONS- OG BRUGSVEJLEDNING [498, 935, 692, 943]
block-title-line2: A POUŽÍVÁNÍ OSVĚTLOVACÍCH ZAŘÍZENÍ [980, 478, 1106, 485]
language-index-item-ro [948, 1235, 1146, 1248]
language-badge-pl: PL [273, 466, 299, 478]
section-lead: UWAGI / WSKAZÓWKI [273, 875, 330, 882]
section-lead: OPERATION / MAINTENANCE [48, 713, 121, 720]
weee-bin-icon [273, 1259, 317, 1324]
block-header [723, 44, 921, 64]
language-block-sk [273, 44, 471, 453]
section-paragraph: PURPOSE / APPLICATION The electrical product you have purchased fully complies with the requirements of the European Union, has undergone the conformity assessment procedure, and is marked with the CE marking. Depending on its design, it can be safely connected to the power grid (~230V 50Hz) or through an auxiliary device (power supply/convertor) with appropriate parameters, or used without being connected to the power grid (products with batteries or photovoltaic panels). [48, 490, 247, 526]
weee-bin-icon [48, 359, 92, 418]
weee-bar-icon [730, 472, 760, 477]
section-lead: DRIFT / UNDERHÅLL [723, 1190, 776, 1197]
language-index-title-line: TELEPÍTÉSÉHEZ ÉS HASZNÁLATÁHOZ [980, 1106, 1088, 1113]
block-header [498, 907, 696, 927]
section-lead: SVRHA / PRIMJENA [498, 544, 549, 551]
section-lead: OPOMBE / SMERNICE [48, 422, 105, 429]
language-badge-da: DA [498, 907, 524, 919]
language-index-title-line: LA INSTALACIÓN Y USO DE LÁMPARAS [980, 990, 1091, 997]
language-index-title-line: ȘI UTILIZAREA CORPURILOR DE ILUMINAT [980, 1241, 1100, 1248]
section-lead: SCOP / APLICAȚIE [948, 86, 995, 92]
disposal-row [48, 359, 246, 418]
language-index-title [980, 888, 1100, 901]
section-lead: PROPÓSITO / APLICAÇÃO [273, 950, 341, 957]
section-heading: SAFETY, INSTALLATION, AND USAGE INSTRUCTIONS [48, 477, 229, 485]
language-index-title [980, 1177, 1121, 1190]
block-header [498, 502, 696, 522]
language-index-badge-it: IT [948, 1119, 972, 1130]
disposal-section-body: Il simbolo del bidone barrato indica la raccolta differenziata e significa che i dispositivi elettrici ed elettronici usati non devono essere smaltiti insieme ai rifiuti urbani non differenziati. Questi dispositivi possono contenere sostanze pericolose necessarie per il loro corretto funzionamento e la sicurezza. Un corretto smaltimento di questo prodotto contribuirà a preservare risorse preziose e a prevenire potenziali effetti nocivi sull'ambiente e sulla salute umana. Le informazioni sui punti di raccolta differenziata possono essere ottenute dal rivenditore o dal comune. [99, 1232, 246, 1286]
section-paragraph: UPORABA / VZDRŽEVANJE Električne izdelke je dovoljeno čistiti samo po tem, ko so izklopljeni in ohlajeni. Zagotoviti je treba, da vlaga ne pride v priključne točke izdelka ali električno prevodne dele. Priporočamo uporabo le vlažne krpe. Po čiščenju naj izdelki ostanejo izklopljeni, dokler niso popolnoma suhi. Svetlobni viri, če so vključeni v električni izdelek, niso predmet zamenjave v primeru reklamacije, saj so dodani kot dekorativni in oglaševalski element. Pri zamenjavi svetlobnih virov je treba paziti, da so pravilni in da imajo enako konstrukcijo. Obvezno se morajo ujemati: največja dovoljena moč svetlobnega vira (W), njegova nazivna napetost (V) in grlo svetlobnega vira. Električne izdelke je dovoljeno uporabljati le ob upoštevanju zadostne razdalje od osvetljenih predmetov, da se prepreči njihovo prekomerno segrevanje. [48, 285, 246, 345]
section-lead: VARNOST [48, 121, 75, 128]
language-index-title-line: AND USE OF LIGHTING FIXTURES [980, 971, 1075, 978]
language-badge-it: IT [48, 888, 74, 900]
section-paragraph: ANMÄRKNINGAR / RIKTLINJER Tillverkaren (leverantören) tar inget ansvar för personskador eller skador som kan uppstå till följd av felaktig användning av produkten. [723, 1327, 921, 1340]
section-paragraph: INSTALLATIONSANLEITUNG PRODUKTE ZUR DAUERHAFTEN MONTAGE AN DER OBERFLÄCHE 1. Die Spannung im ~230V-Netz durch Herausdrehen oder Ausschalten der Sicherung abschalten. 2. Löcher in die Oberfläche bohren und Dübel oder Aufhänger einsetzen. 3. Das Produkt aufhängen oder fest an der Oberfläche anbringen. 4. Die Installationsleitungen an die Klemmleiste anschließen. 5. Das Leuchtmittel bzw. die Leuchtmittel eindrehen. 6. Die Netzspannung wieder einschalten. TRAGBARE PRODUKTE 1. Das Leuchtmittel bzw. die Leuchtmittel eindrehen. 2. Das Netzkabel an die Steckdose anschließen. [723, 287, 922, 335]
language-index-badge-pl: PL [948, 1197, 972, 1208]
language-index-badge-sk: SK [948, 1255, 972, 1266]
block-subtitle: EXPLICAÇÃO DOS SÍMBOLOS E MARCAÇÕES UTILIZADAS [305, 916, 428, 922]
disposal-section-lead: BORTSKAFFELSE AF ELEKTRISKE APPARATER / MILJØBESKYTTELSE [498, 1225, 677, 1232]
section-lead: ZWECK / ANWENDUNG [723, 93, 786, 99]
disposal-row [498, 818, 696, 877]
section-paragraph: EKSPLOATACJA / KONSERWACJA Produkty elektryczne wolno czyścić wyłącznie po wcześniejszym ich wyłączeniu i ostudzeniu. Nie wolno dopuścić do tego, aby wilgoć dostała się do miejsc przyłączenia produktu lub części przewodzących prąd. Zalecamy używanie wyłącznie wilgotnej szmatki. Po czyszczeniu produkty powinny pozostać odłączone do całkowitego wyschnięcia. Źródła światła, jeśli są dołączone do produktu elektrycznego, nie podlegają wymianie w ramach reklamacji, ponieważ są dodawane jako element dekoracyjny i reklamowy. Przy wymianie źródeł światła należy zwrócić uwagę, aby były odpowiednie i miały taką samą konstrukcję. Bezwzględnie zgadzać się muszą: maksymalna dopuszczalna moc źródła światła (W), jego napięcie znamionowe (V) oraz trzonek źródła światła. Produkty elektryczne wolno użytkować wyłącznie z zachowaniem wystarczającej odległości od oświetlanych przedmiotów, aby nie doprowadzić do ich nadmiernego nagrzewania. [273, 721, 471, 793]
language-block-sv [723, 936, 921, 1340]
crop-mark [94, 0, 95, 37]
section-lead: PRZEZNACZENIE / ZASTOSOWANIE [273, 491, 365, 498]
section-heading: OHUTUS-, PAIGALDUS- JA KASUTUSJUHISED [723, 572, 878, 580]
weee-bar-icon [55, 400, 85, 405]
section-lead: SCOPO / APPLICAZIONE [48, 936, 110, 943]
block-subtitle: FÖRKLARING AV ANVÄNDA MÄRKNINGAR OCH SYMBOLER [755, 951, 879, 957]
section-lead: ISTRUZIONI DI INSTALLAZIONE [48, 1107, 130, 1114]
block-title-line2: OCH ANVÄNDNING AV LAMPOR [755, 943, 852, 950]
language-index-title-line: ΚΑΙ ΤΗ ΧΡΗΣΗ ΦΩΤΙΣΤΙΚΩΝ [980, 1067, 1058, 1074]
column-4 [723, 44, 921, 1360]
disposal-section-body: Symbolen med den överkryssade soptunnan står för separat insamling och innebär att använda elektriska och elektroniska apparater inte får kastas tillsammans med osorterat hushållsavfall. Sådana apparater kan innehålla farliga ämnen som är nödvändiga för deras korrekta funktion och säkerhet. Korrekt avfallshantering av denna produkt hjälper till att bevara värdefulla resurser och förhindra potentiellt skadliga effekter på miljön och människors hälsa. Information om insamlingsställen kan fås av återförsäljaren eller kommunen. [774, 1263, 921, 1317]
block-subtitle: ERKLÄRUNG DER VERWENDETEN MARKIERUNGEN UND SYMBOLE [755, 59, 897, 64]
block-title-line2: A INSTALAÇÃO E USO DE LUMINÁRIAS [305, 908, 425, 915]
block-title-line1: POKYNY PRO BEZPEČNOST PŘI MONTÁŽI [980, 471, 1109, 478]
disposal-section-body: Znak przekreślonego kosza jest symbolem selektywnej zbiórki i oznacza, że zużytych urządzeń elektrycznych i elektronicznych nie wolno wyrzucać razem z niesegregowanymi odpadami komunalnymi. Urządzenia takie mogą zawierać substancje niebezpieczne, niezbędne do ich prawidłowego funkcjonowania i bezpieczeństwa. Prawidłowa utylizacja tego produktu pomoże chronić cenne zasoby i zapobiec potencjalnie szkodliwemu wpływowi na środowisko i zdrowie ludzi. Informacje o punktach selektywnej zbiórki odpadów można uzyskać u sprzedawcy lub w gminie. [324, 805, 471, 865]
language-index-badge-de: DE [948, 926, 972, 937]
block-subtitle: EXPLANATION OF USED MARKINGS AND SYMBOLS [80, 463, 188, 469]
language-index-item-it [948, 1119, 1146, 1132]
section-lead: SIGURNOST [498, 585, 531, 592]
disposal-section-body: Symbolet med den overstregede affaldsspand betyder separat indsamling og angiver, at brugte elektriske og elektroniske apparater ikke må bortskaffes sammen med usorteret husholdningsaffald. Sådanne apparater kan indeholde farlige stoffer, der er nødvendige for deres korrekte funktion og sikkerhed. Korrekt bortskaffelse af dette produkt hjælper med at bevare værdifulde ressourcer og forhindre potentielt skadelige virkninger på miljøet og menneskers sundhed. Oplysninger om indsamlingssteder kan fås hos forhandleren eller kommunen. [549, 1232, 696, 1286]
weee-bar-icon [280, 1300, 310, 1305]
language-index-item-lt [948, 1139, 1146, 1152]
language-index-title [980, 1235, 1115, 1248]
section-paragraph: NAVODILA ZA NAMESTITEV IZDELKI, KI SO TRAJNO NAMEŠČENI NA POVRŠINO 1. Izklopite napetost v omrežju ~230V z odvijanjem ali izklopom varovalke. 2. Izvrtajte luknje v površino in vstavite vložke ali obešalnik. 3. Izdelek obesite ali trdno pritrdite na površino. 4. Priključite namestitvene kable na priključni blok. 5. Privijte svetlobni vir ali svetlobne vire. 6. Znova vklopite napetost v omrežju. PRENOSNI IZDELKI 1. Privijte svetlobni vir ali svetlobne vire. 2. Priključite napajalni kabel v vtičnico. [48, 244, 246, 281]
language-index-title-line: FOR INSTALLATION OG BRUG AF LAMPER [980, 952, 1099, 959]
language-index-title-line: INSTRUKCJA BEZPIECZEŃSTWA, [980, 1196, 1073, 1203]
language-index-badge-es: ES [948, 984, 972, 995]
block-titles [80, 888, 246, 915]
weee-bar-icon [55, 1274, 85, 1279]
block-title-line2: MONTAŻU I UŻYTKOWANIA [305, 472, 388, 479]
language-index-title-line: UPUTE O SIGURNOSTI PRI MONTAŽI [980, 1080, 1082, 1087]
language-index-badge-da: DA [948, 946, 972, 957]
block-header [273, 466, 471, 486]
section-lead: OBSERVAȚII / INDICAȚII [948, 440, 1010, 447]
language-index-title [980, 1100, 1096, 1113]
block-title-line2: AND USE OF LIGHTING FIXTURES [80, 455, 183, 462]
block-title-line1: OHUTUSJUHISED VALGUSTITE PAIGALDAMISEL [755, 543, 903, 550]
disposal-section-body: O símbolo do contentor de lixo barrado com uma cruz significa recolha seletiva e indica que os aparelhos elétricos e eletrónicos usados não devem ser eliminados juntamente com os resíduos urbanos indiferenciados. Estes aparelhos podem conter substâncias perigosas necessárias ao seu correto funcionamento e segurança. A eliminação correta deste produto ajudará a preservar recursos valiosos e a evitar potenciais impactos nocivos no ambiente e na saúde humana. As informações sobre os pontos de recolha seletiva podem ser obtidas junto do vendedor ou do município. [324, 1257, 471, 1318]
section-lead: EESMÄRK / KASUTUSALA [723, 585, 792, 592]
block-titles [530, 44, 696, 71]
disposal-row [498, 1233, 696, 1292]
block-subtitle: EXPLICAȚIA MARCAJELOR ȘI SIMBOLURILOR UTILIZATE [980, 59, 1099, 64]
language-badge-cs: CS [948, 472, 974, 484]
section-paragraph: USO / MANUTENZIONE I prodotti elettrici possono essere puliti solo dopo essere stati spenti e raffreddati. È necessario garantire che l'umidità non penetri nei punti di collegamento del prodotto o nelle parti conduttive. Si consiglia di utilizzare solo un panno umido. Dopo la pulizia, i prodotti devono rimanere scollegati fino a completa asciugatura. Le fonti luminose, se incluse nel prodotto elettrico, non sono soggette a sostituzione in caso di reclamo, poiché vengono aggiunte come elemento decorativo e promozionale. Quando si sostituiscono le fonti di luce, è necessario assicurarsi che siano adeguate e abbiano la stessa costruzione. Devono assolutamente corrispondere: la potenza massima consentita della fonte di luce (W), la sua tensione nominale (V) e l'attacco della fonte di luce. I prodotti elettrici possono essere utilizzati solo mantenendo una distanza sufficiente dagli oggetti illuminati, per evitarne il surriscaldamento eccessivo. [48, 1154, 246, 1220]
weee-bin-icon [498, 396, 542, 472]
language-index-title-line: SIKKERHEDSRETNINGSLINJER [980, 945, 1068, 952]
section-paragraph: BETRIEB / WARTUNG Elektrische Produkte dürfen nur gereinigt werden, nachdem sie ausgeschaltet und abgekühlt sind. Es muss sichergestellt werden, dass keine Feuchtigkeit in die Anschlusspunkte des Produkts oder in elektrisch leitende Teile gelangt. Wir empfehlen, nur ein feuchtes Tuch zu verwenden. Nach der Reinigung sollten die Produkte vom Netz getrennt bleiben, bis sie vollständig trocken sind. Lichtquellen, die im elektrischen Produkt enthalten sind, unterliegen nicht dem Austausch im Reklamationsfall, da sie als dekorative und werbliche Elemente beigefügt sind. Beim Austausch von Lichtquellen ist darauf zu achten, dass sie geeignet sind und die gleiche Konstruktion aufweisen. Unbedingt übereinstimmen müssen: die maximal zulässige Leistung der Lichtquelle (W), ihre Nennspannung (V) und die Fassung der Lichtquelle. Elektrische Produkte dürfen nur unter Einhaltung eines ausreichenden Abstands zu beleuchteten Objekten verwendet werden, um deren übermäßige Erwärmung zu vermeiden. [723, 339, 921, 417]
weee-bin-icon [48, 1233, 92, 1292]
language-index-badge-pt: PT [948, 1216, 972, 1227]
weee-bin-icon [498, 818, 542, 877]
crop-mark [1174, 1232, 1200, 1233]
weee-bar-icon [505, 859, 535, 864]
language-badge-et: ET [723, 544, 749, 556]
block-header [48, 888, 246, 915]
block-header [723, 544, 921, 564]
section-paragraph: SIKKERHED Installation og tilslutning af det elektriske produkt må kun udføres af en person, der er autoriseret til at arbejde med elektrisk udstyr. Under installationen skal gældende regler og standarder overholdes. Skader som følge af forkert installation vil ikke blive betragtet som grundlag for reklamation, og vi påtager os intet ansvar for konsekvenserne af sådanne skader. Tilslutning af det elektriske produkt sker som vist på figurerne 1 til 7 afhængigt af produkttypen. Yderligere instruktioner findes på illustrationerne i den grafiske installationsvejledning. Ændringer eller modifikationer af produktet er ikke tilladt. Fastgør ikke noget til produktet. Tildæk ikke produktet. Produktet er ikke legetøj; under drift skal det altid sikres, at børn ikke kommer til skade ved kontakt med det. Til installation af det elektriske produkt skal der anvendes en certificeret tilslutningsklemme i overensstemmelse med EN 60898-standarderne. Ved brug i fugtige omgivelser eller udendørs skal der anvendes produkter med en kapslingsklasse højere end IP20. Under montering, transport og andet arbejde i forbindelse med det elektriske produkt skal kraftige stød, slag og andre mekaniske påvirkninger undgås. Elektriske produkter med en kapslingsklasse lavere end IP68 må ikke nedsænkes i vand eller andre væsker. Kontakt mellem det elektriske produkt og fedtstoffer, opløsningsmidler, gennemtrængende stoffer eller andre materialer, der permanent kan plette eller beskadige lampens udvendige belægning eller trænge ind i dens indre, skal undgås. Bemærk! Inden installationsarbejdet påbegyndes, skal strømforsyningen afbrydes ved at skrue sikringen ud eller slukke for den. Tekniske specifikationer findes på produktets etiket og på etiketterne med effektoplysninger. [498, 989, 697, 1114]
language-index-title [980, 1119, 1137, 1132]
section-paragraph: NOTE / LINEE GUIDA Il produttore (fornitore) non si assume alcuna responsabilità per lesioni o danni che possono derivare da un uso improprio del prodotto. [48, 1296, 247, 1309]
language-index-title-line: INDICAȚII DE SIGURANȚĂ PENTRU INSTALAREA [980, 1235, 1115, 1242]
section-lead: MONTÁŽNÍ POKYNY [948, 672, 1002, 679]
section-heading: INSTRUCȚIUNI DE SIGURANȚĂ, INSTALARE ȘI UTILIZARE [948, 73, 1143, 80]
language-index-title-line: И УПОТРЕБА НА ОСВЕТИТЕЛНИ ТЕЛА [980, 894, 1089, 901]
disposal-section-lead: UTYLIZACJA URZĄDZEŃ ELEKTRYCZNYCH / OCHRONA ŚRODOWISKA [273, 798, 451, 805]
language-index-title-line: SICHERHEITSANWEISUNGEN FÜR DIE INSTALLATION [980, 926, 1130, 933]
section-paragraph: UWAGI / WSKAZÓWKI Producent (dostawca) nie ponosi żadnej odpowiedzialności za obrażenia i szkody, które mogą powstać na skutek niewłaściwego użytkowania produktu. [273, 875, 471, 888]
section-heading: INSTRUÇÕES DE SEGURANÇA, INSTALAÇÃO E UTILIZAÇÃO [273, 930, 433, 945]
block-title-line2: E NELL'USO DELLE LAMPADE [80, 901, 172, 908]
language-index-title [980, 1139, 1075, 1152]
section-lead: PURPOSE / APPLICATION [48, 490, 115, 497]
language-badge-sk: SK [273, 44, 299, 56]
section-lead: SYFTE / ANVÄNDNING [723, 985, 780, 992]
section-lead: BIZTONSÁG [498, 139, 530, 146]
section-lead: BEZPEČNOST [948, 554, 985, 561]
section-paragraph: PROPÓSITO / APLICAÇÃO O produto elétrico que adquiriu cumpre integralmente os requisitos da União Europeia, passou pelo procedimento de avaliação de conformidade e está marcado com o símbolo CE. Dependendo da sua construção, pode ser ligado com segurança à rede elétrica (~230V 50Hz) ou através de um dispositivo auxiliar (fonte de alimentação/conversor) com parâmetros adequados, ou utilizado sem ligação à rede elétrica (produtos com baterias ou painéis fotovoltaicos). [273, 950, 471, 986]
section-paragraph: EESMÄRK / KASUTUSALA Teie ostetud elektritoode vastab täielikult Euroopa Liidu nõuetele, on läbinud vastavushindamise menetluse ja on tähistatud CE-märgisega. Sõltuvalt konstruktsioonist saab selle ohutult ühendada elektrivõrku (~230V 50Hz) või sobivate parameetritega abiseadme (toiteplokk/muundur) kaudu või kasutada ilma elektrivõrku ühendamata (akude või päikesepaneelidega tooted). [723, 585, 921, 616]
weee-bar-icon [955, 418, 985, 423]
language-index-item-sl [948, 1274, 1146, 1287]
disposal-row [723, 431, 921, 507]
weee-bin-icon [723, 847, 767, 906]
section-paragraph: RENDELTETÉS / ALKALMAZÁS Az Ön által megvásárolt elektromos termék teljes mértékben megfelel az Európai Unió előírásainak, megfelelőségi értékelési eljáráson esett át, és CE-jelöléssel van ellátva. A szerkezetétől függően biztonságosan csatlakoztatható az elektromos hálózathoz (~230V 50Hz), vagy megfelelő paraméterekkel rendelkező segédberendezéssel (tápegység/átalakító), illetve használható elektromos hálózathoz történő csatlakoztatás nélkül is (akkumulátorral vagy napelemekkel ellátott termékek). [498, 93, 697, 135]
